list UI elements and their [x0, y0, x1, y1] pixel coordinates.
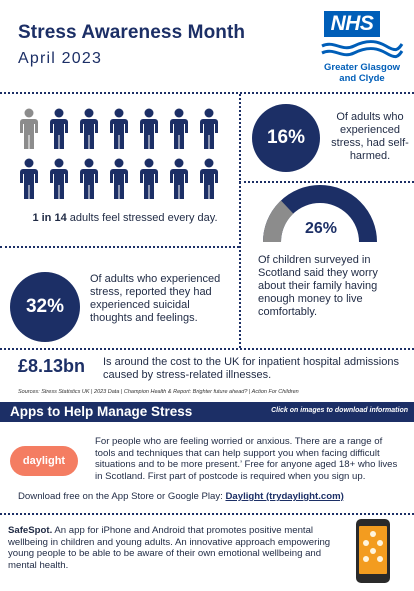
money-text: Of children surveyed in Scotland said they worry about their family having enough money to live comfortably.	[258, 254, 378, 318]
person-icon	[140, 158, 158, 200]
safespot-name: SafeSpot.	[8, 525, 53, 536]
person-icon	[110, 108, 128, 150]
daylight-download-link[interactable]: Daylight (trydaylight.com)	[225, 491, 344, 502]
app-dot-icon	[363, 540, 369, 546]
person-icon	[50, 158, 68, 200]
app-dot-icon	[363, 556, 369, 562]
apps-banner-title: Apps to Help Manage Stress	[10, 404, 193, 419]
sources-line: Sources: Stress Statistics UK | 2023 Data | Champion Health & Report: Brighter future ahead? | Action For Children	[18, 389, 299, 395]
nhs-org-line1: Greater Glasgow	[323, 62, 401, 73]
suicidal-text: Of adults who experienced stress, reported they had experienced suicidal thoughts and feelings.	[90, 273, 221, 324]
person-icon	[110, 158, 128, 200]
person-icon	[50, 108, 68, 150]
suicidal-circle: 32%	[10, 272, 80, 342]
daylight-logo[interactable]: daylight	[10, 446, 78, 476]
apps-banner	[0, 402, 414, 422]
nhs-org-name	[316, 62, 408, 84]
people-stat-text: adults feel stressed every day.	[66, 212, 218, 224]
money-value: 26%	[304, 220, 338, 237]
nhs-logo-block	[316, 11, 408, 89]
page-title: Stress Awareness Month	[18, 22, 246, 43]
daylight-download-prefix: Download free on the App Store or Google Play:	[18, 491, 226, 502]
app-dot-icon	[370, 548, 376, 554]
safespot-phone-screen	[359, 526, 387, 574]
person-icon	[170, 108, 188, 150]
person-icon	[20, 158, 38, 200]
person-icon	[170, 158, 188, 200]
person-icon	[20, 108, 38, 150]
divider-left-mid	[0, 246, 239, 248]
cost-text: Is around the cost to the UK for inpatient hospital admissions caused by stress-related illnesses.	[103, 356, 399, 381]
divider-top	[0, 92, 414, 94]
app-dot-icon	[370, 531, 376, 537]
safespot-phone-image[interactable]	[356, 519, 390, 583]
apps-banner-hint: Click on images to download information	[271, 407, 408, 414]
people-stat	[20, 212, 230, 224]
people-icon-grid	[20, 108, 228, 200]
safespot-text: An app for iPhone and Android that promotes positive mental wellbeing in children and young adults. An innovative approach empowering young people to be able to be aware of their own emotional wellbeing and mental health.	[8, 525, 331, 571]
divider-cost-top	[0, 348, 414, 350]
cost-value: £8.13bn	[18, 356, 86, 376]
person-icon	[200, 108, 218, 150]
person-icon	[200, 158, 218, 200]
divider-vertical	[239, 94, 241, 348]
money-gauge-fill	[272, 207, 287, 242]
page-subtitle: April 2023	[18, 50, 103, 67]
daylight-description: For people who are feeling worried or anxious. There are a range of tools and techniques that can help support you when facing difficult situations and to be more present.’ Free for anyone aged 18+ who lives in Scotland. First part of postcode is required when you sign up.	[95, 436, 398, 482]
app-dot-icon	[377, 540, 383, 546]
person-icon	[140, 108, 158, 150]
people-stat-highlight: 1 in 14	[32, 212, 67, 224]
daylight-download-line	[18, 491, 344, 502]
selfharm-text: Of adults who experienced stress, had self-harmed.	[331, 111, 409, 162]
safespot-description	[8, 525, 334, 571]
person-icon	[80, 108, 98, 150]
nhs-logo: NHS	[324, 11, 380, 37]
app-dot-icon	[377, 556, 383, 562]
selfharm-circle: 16%	[252, 104, 320, 172]
wave-icon	[320, 38, 404, 60]
divider-apps	[0, 513, 414, 515]
nhs-org-line2: and Clyde	[339, 73, 385, 84]
person-icon	[80, 158, 98, 200]
